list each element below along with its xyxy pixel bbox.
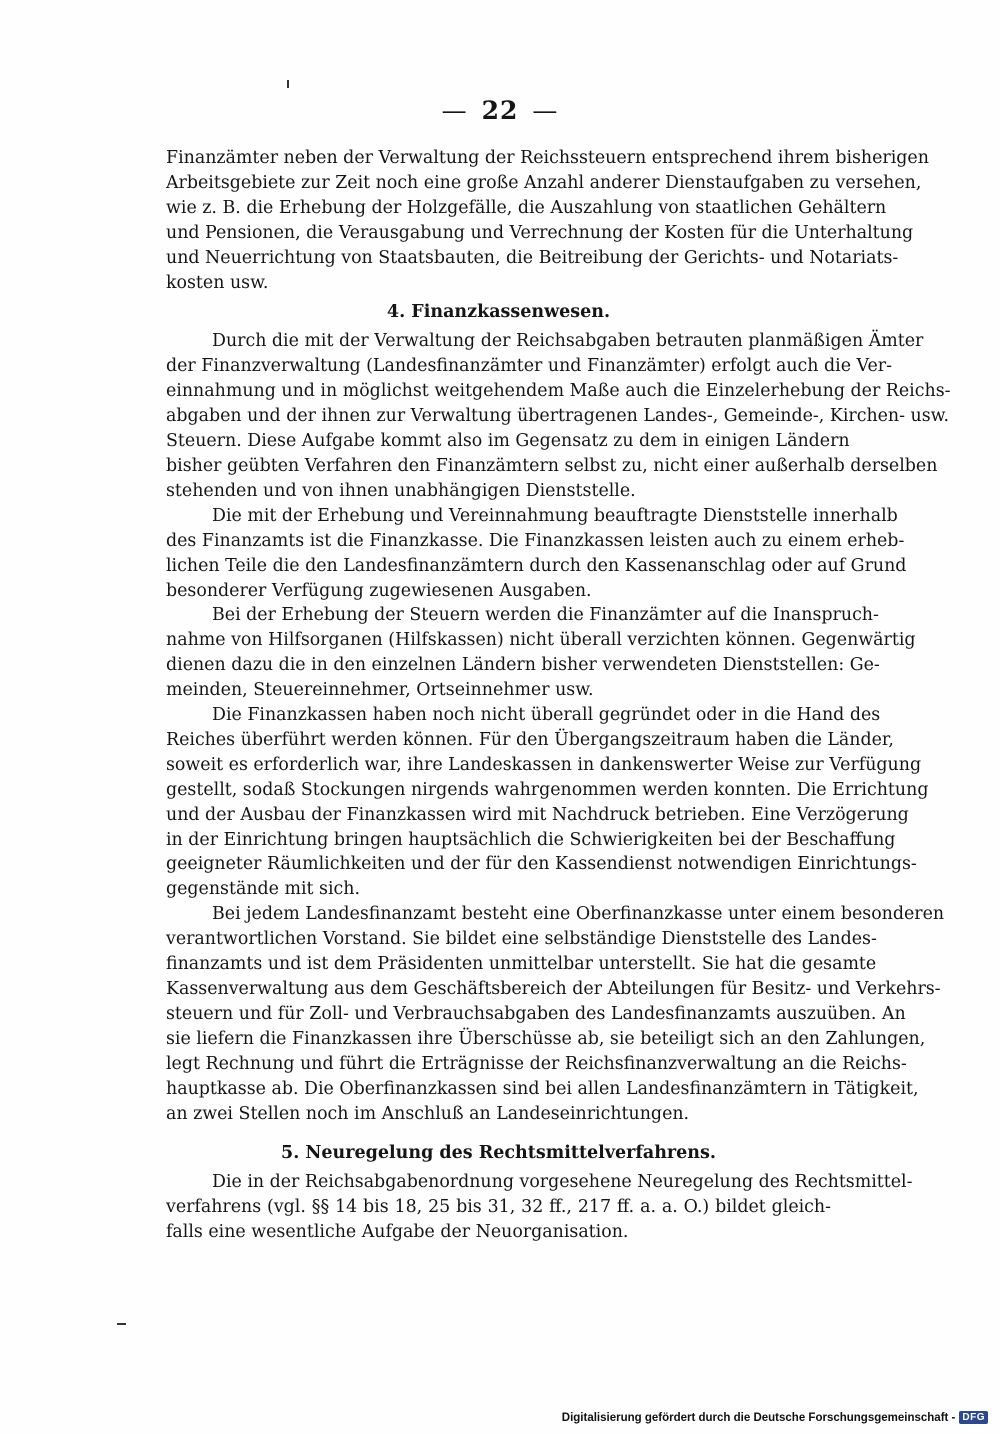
text-line: steuern und für Zoll- und Verbrauchsabgaben des Landesfinanzamts auszuüben. An (166, 1003, 906, 1024)
text-line: Finanzämter neben der Verwaltung der Reichssteuern entsprechend ihrem bisherigen (166, 148, 929, 168)
text-line: Die Finanzkassen haben noch nicht überall gegründet oder in die Hand des (212, 705, 881, 726)
text-line: verfahrens (vgl. §§ 14 bis 18, 25 bis 31, 32 ff., 217 ff. a. a. O.) bildet gleich- (166, 1197, 831, 1218)
text-line: einnahmung und in möglichst weitgehendem Maße auch die Einzelerhebung der Reichs- (166, 381, 951, 402)
text-line: stehenden und von ihnen unabhängigen Dienststelle. (166, 480, 636, 501)
text-line: dienen dazu die in den einzelnen Ländern bisher verwendeten Dienststellen: Ge- (166, 655, 880, 676)
text-line: hauptkasse ab. Die Oberfinanzkassen sind bei allen Landesfinanzämtern in Tätigkeit, (166, 1078, 919, 1099)
text-line: soweit es erforderlich war, ihre Landeskassen in dankenswerter Weise zur Verfügung (166, 754, 922, 775)
text-line: bisher geübten Verfahren den Finanzämtern selbst zu, nicht einer außerhalb derselben (166, 455, 938, 476)
scan-mark (287, 80, 289, 88)
text-line: der Finanzverwaltung (Landesfinanzämter und Finanzämter) erfolgt auch die Ver- (166, 356, 892, 377)
text-line: Reiches überführt werden können. Für den Übergangszeitraum haben die Länder, (166, 729, 894, 750)
text-column (166, 146, 951, 1245)
text-line: Durch die mit der Verwaltung der Reichsabgaben betrauten planmäßigen Ämter (212, 331, 924, 352)
text-line: kosten usw. (166, 272, 269, 293)
paragraph (166, 329, 951, 503)
text-line: des Finanzamts ist die Finanzkasse. Die Finanzkassen leisten auch zu einem erheb- (166, 530, 905, 551)
text-line: abgaben und der ihnen zur Verwaltung übertragenen Landes-, Gemeinde-, Kirchen- usw. (166, 406, 950, 427)
text-line: Arbeitsgebiete zur Zeit noch eine große Anzahl anderer Dienstaufgaben zu versehen, (166, 172, 922, 193)
text-line: Steuern. Diese Aufgabe kommt also im Gegensatz zu dem in einigen Ländern (166, 431, 850, 452)
text-line: finanzamts und ist dem Präsidenten unmittelbar unterstellt. Sie hat die gesamte (166, 954, 877, 975)
text-line: besonderer Verfügung zugewiesenen Ausgaben. (166, 580, 592, 601)
digitization-credit (562, 1411, 988, 1424)
text-line: Die in der Reichsabgabenordnung vorgesehene Neuregelung des Rechtsmittel- (212, 1172, 913, 1193)
text-line: gestellt, sodaß Stockungen nirgends wahrgenommen werden konnten. Die Errichtung (166, 779, 929, 800)
paragraph (166, 504, 907, 604)
text-line: Kassenverwaltung aus dem Geschäftsbereich der Abteilungen für Besitz- und Verkehrs- (166, 979, 941, 999)
text-line: lichen Teile die den Landesfinanzämtern durch den Kassenanschlag oder auf Grund (166, 555, 907, 576)
text-line: verantwortlichen Vorstand. Sie bildet eine selbständige Dienststelle des Landes- (166, 929, 877, 950)
text-line: Bei der Erhebung der Steuern werden die Finanzämter auf die Inanspruch- (212, 605, 879, 626)
text-line: falls eine wesentliche Aufgabe der Neuorganisation. (166, 1222, 629, 1243)
text-line: sie liefern die Finanzkassen ihre Überschüsse ab, sie beteiligt sich an den Zahlungen, (166, 1028, 926, 1049)
page-number-dash-right: — (532, 96, 559, 125)
page-number-dash-left: — (441, 96, 468, 125)
paragraph (166, 902, 945, 1126)
text-line: gegenstände mit sich. (166, 879, 361, 900)
text-line: legt Rechnung und führt die Erträgnisse der Reichsfinanzverwaltung an die Reichs- (166, 1053, 907, 1074)
text-line: und der Ausbau der Finanzkassen wird mit Nachdruck betrieben. Eine Verzögerung (166, 804, 909, 825)
text-line: und Pensionen, die Verausgabung und Verrechnung der Kosten für die Unterhaltung (166, 222, 914, 243)
paragraph-continuation (166, 146, 929, 295)
text-line: Die mit der Erhebung und Vereinnahmung beauftragte Dienststelle innerhalb (212, 505, 898, 526)
text-line: wie z. B. die Erhebung der Holzgefälle, die Auszahlung von staatlichen Gehältern (166, 197, 887, 218)
page-number (0, 96, 1000, 125)
text-line: nahme von Hilfsorganen (Hilfskassen) nicht überall verzichten können. Gegenwärtig (166, 630, 916, 651)
text-line: in der Einrichtung bringen hauptsächlich die Schwierigkeiten bei der Beschaffung (166, 829, 896, 850)
text-line: Bei jedem Landesfinanzamt besteht eine Oberfinanzkasse unter einem besonderen (212, 904, 945, 925)
text-line: geeigneter Räumlichkeiten und der für den Kassendienst notwendigen Einrichtungs- (166, 854, 917, 875)
dfg-logo-icon: DFG (959, 1411, 988, 1424)
text-line: und Neuerrichtung von Staatsbauten, die Beitreibung der Gerichts- und Notariats- (166, 247, 899, 268)
paragraph (166, 703, 929, 902)
digitization-credit-text: Digitalisierung gefördert durch die Deutsche Forschungsgemeinschaft - (561, 1411, 956, 1424)
paragraph (166, 603, 916, 703)
section-heading-finanzkassenwesen: 4. Finanzkassenwesen. (386, 302, 611, 323)
page-number-value: 22 (481, 96, 519, 125)
text-line: meinden, Steuereinnehmer, Ortseinnehmer usw. (166, 680, 594, 701)
section-heading-rechtsmittelverfahren: 5. Neuregelung des Rechtsmittelverfahrens. (281, 1143, 716, 1164)
scan-mark (117, 1323, 126, 1325)
text-line: an zwei Stellen noch im Anschluß an Landeseinrichtungen. (166, 1103, 690, 1124)
paragraph (166, 1170, 913, 1245)
